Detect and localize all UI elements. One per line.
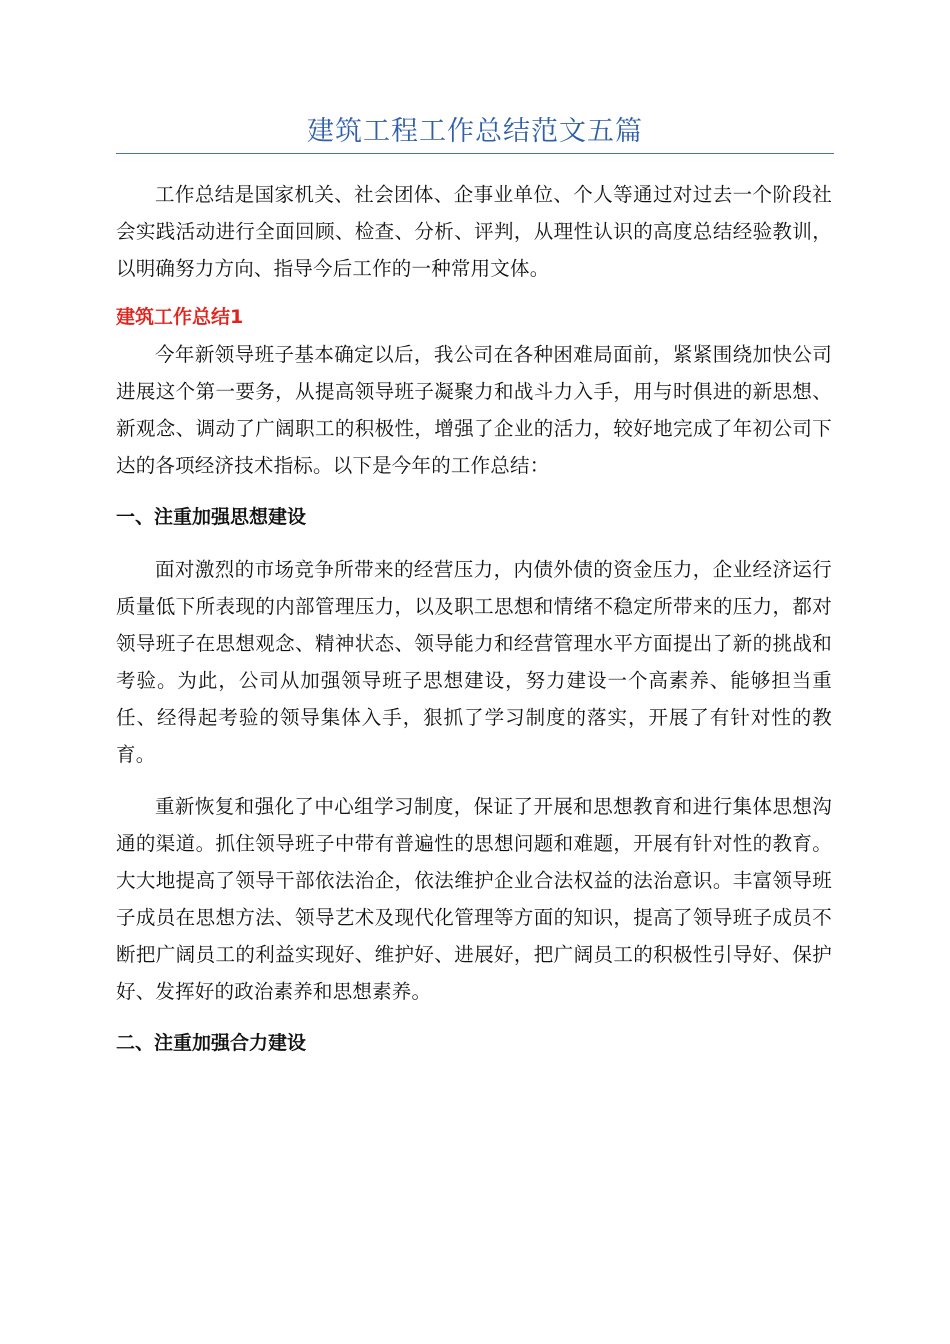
subsection-heading: 一、注重加强思想建设 (116, 506, 307, 528)
intro-paragraph: 工作总结是国家机关、社会团体、企事业单位、个人等通过对过去一个阶段社会实践活动进行全面回顾、检查、分析、评判，从理性认识的高度总结经验教训，以明确努力方向、指导今后工作的一种常用文体。 (116, 183, 832, 280)
body-paragraph: 今年新领导班子基本确定以后，我公司在各种困难局面前，紧紧围绕加快公司进展这个第一要务，从提高领导班子凝聚力和战斗力入手，用与时俱进的新思想、新观念、调动了广阔职工的积极性，增强了企业的活力，较好地完成了年初公司下达的各项经济技术指标。以下是今年的工作总结： (116, 343, 832, 477)
document-title: 建筑工程工作总结范文五篇 (307, 116, 643, 147)
body-paragraph: 面对激烈的市场竞争所带来的经营压力，内债外债的资金压力，企业经济运行质量低下所表现的内部管理压力，以及职工思想和情绪不稳定所带来的压力，都对领导班子在思想观念、精神状态、领导能力和经营管理水平方面提出了新的挑战和考验。为此，公司从加强领导班子思想建设，努力建设一个高素养、能够担当重任、经得起考验的领导集体入手，狠抓了学习制度的落实，开展了有针对性的教育。 (116, 558, 832, 766)
section-heading: 建筑工作总结1 (116, 306, 244, 328)
title-underline (116, 153, 834, 154)
body-paragraph: 重新恢复和强化了中心组学习制度，保证了开展和思想教育和进行集体思想沟通的渠道。抓住领导班子中带有普遍性的思想问题和难题，开展有针对性的教育。大大地提高了领导干部依法治企，依法维护企业合法权益的法治意识。丰富领导班子成员在思想方法、领导艺术及现代化管理等方面的知识，提高了领导班子成员不断把广阔员工的利益实现好、维护好、进展好，把广阔员工的积极性引导好、保护好、发挥好的政治素养和思想素养。 (116, 795, 832, 1003)
document-body (116, 176, 832, 1062)
subsection-heading: 二、注重加强合力建设 (116, 1032, 307, 1054)
